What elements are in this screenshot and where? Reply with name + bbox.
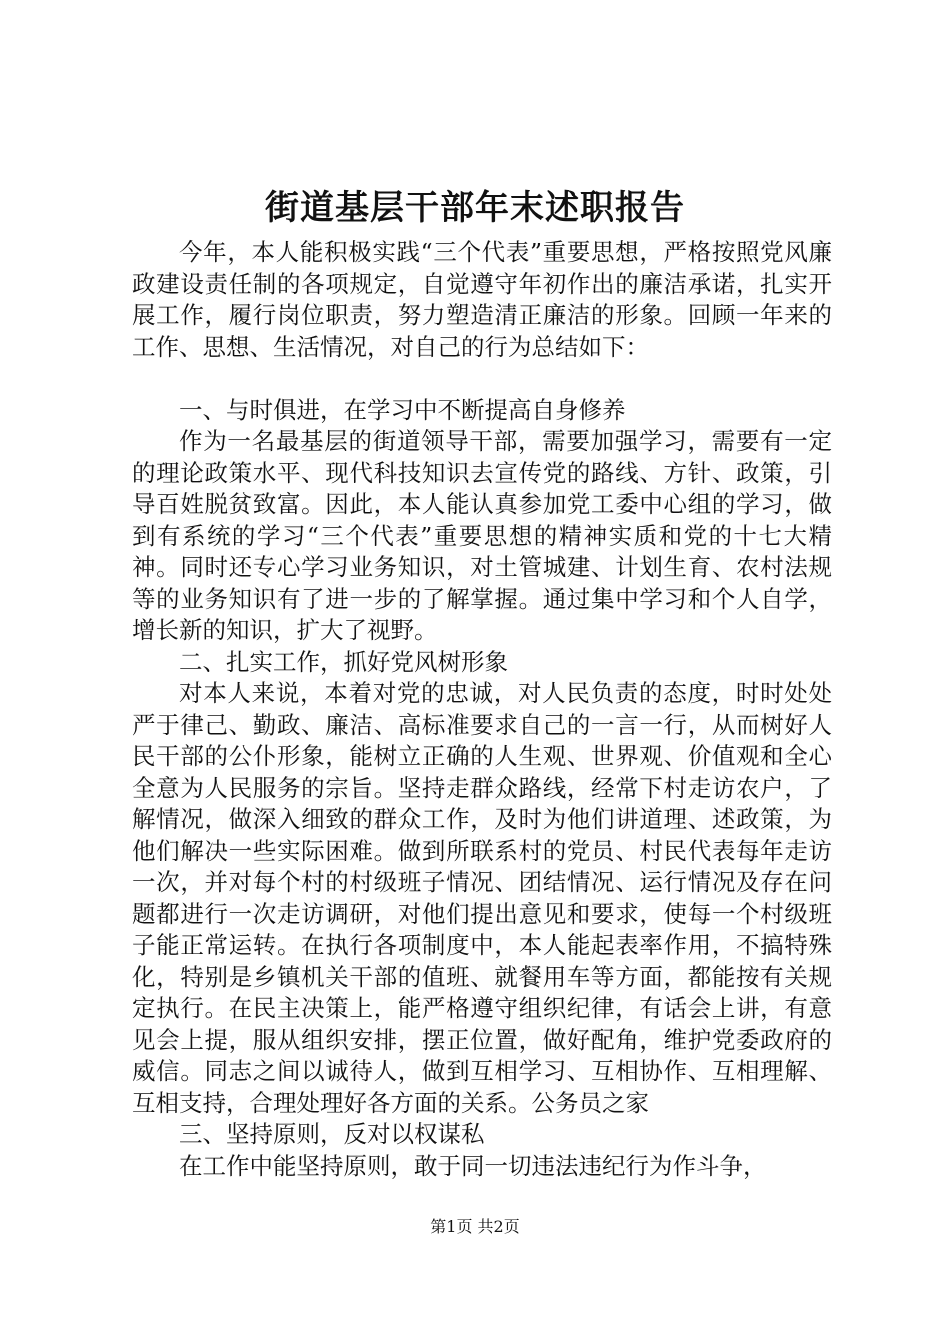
page-number-footer: 第1页 共2页: [430, 1217, 520, 1236]
section-body-1: 作为一名最基层的街道领导干部，需要加强学习，需要有一定的理论政策水平、现代科技知识去宣传党的路线、方针、政策，引导百姓脱贫致富。因此，本人能认真参加党工委中心组的学习，做到有系统的学习“三个代表”重要思想的精神实质和党的十七大精神。同时还专心学习业务知识，对土管城建、计划生育、农村法规等的业务知识有了进一步的了解掌握。通过集中学习和个人自学，增长新的知识，扩大了视野。: [132, 427, 832, 644]
section-body-3: 在工作中能坚持原则，敢于同一切违法违纪行为作斗争，: [179, 1151, 767, 1180]
document-title: 街道基层干部年末述职报告: [265, 188, 685, 228]
section-heading-1: 一、与时俱进，在学习中不断提高自身修养: [179, 395, 626, 424]
paragraph-spacer: [132, 363, 832, 395]
section-body-2: 对本人来说，本着对党的忠诚，对人民负责的态度，时时处处严于律己、勤政、廉洁、高标准要求自己的一言一行，从而树好人民干部的公仆形象，能树立正确的人生观、世界观、价值观和全心全意为人民服务的宗旨。坚持走群众路线，经常下村走访农户，了解情况，做深入细致的群众工作，及时为他们讲道理、述政策，为他们解决一些实际困难。做到所联系村的党员、村民代表每年走访一次，并对每个村的村级班子情况、团结情况、运行情况及存在问题都进行一次走访调研，对他们提出意见和要求，使每一个村级班子能正常运转。在执行各项制度中，本人能起表率作用，不搞特殊化，特别是乡镇机关干部的值班、就餐用车等方面，都能按有关规定执行。在民主决策上，能严格遵守组织纪律，有话会上讲，有意见会上提，服从组织安排，摆正位置，做好配角，维护党委政府的威信。同志之间以诚待人，做到互相学习、互相协作、互相理解、互相支持，合理处理好各方面的关系。公务员之家: [132, 679, 832, 1117]
document-body: [132, 237, 832, 1182]
section-heading-3: 三、坚持原则，反对以权谋私: [179, 1120, 485, 1148]
section-heading-2: 二、扎实工作，抓好党风树形象: [179, 647, 508, 676]
intro-paragraph: 今年，本人能积极实践“三个代表”重要思想，严格按照党风廉政建设责任制的各项规定，自觉遵守年初作出的廉洁承诺，扎实开展工作，履行岗位职责，努力塑造清正廉洁的形象。回顾一年来的工作、思想、生活情况，对自己的行为总结如下：: [132, 238, 832, 361]
